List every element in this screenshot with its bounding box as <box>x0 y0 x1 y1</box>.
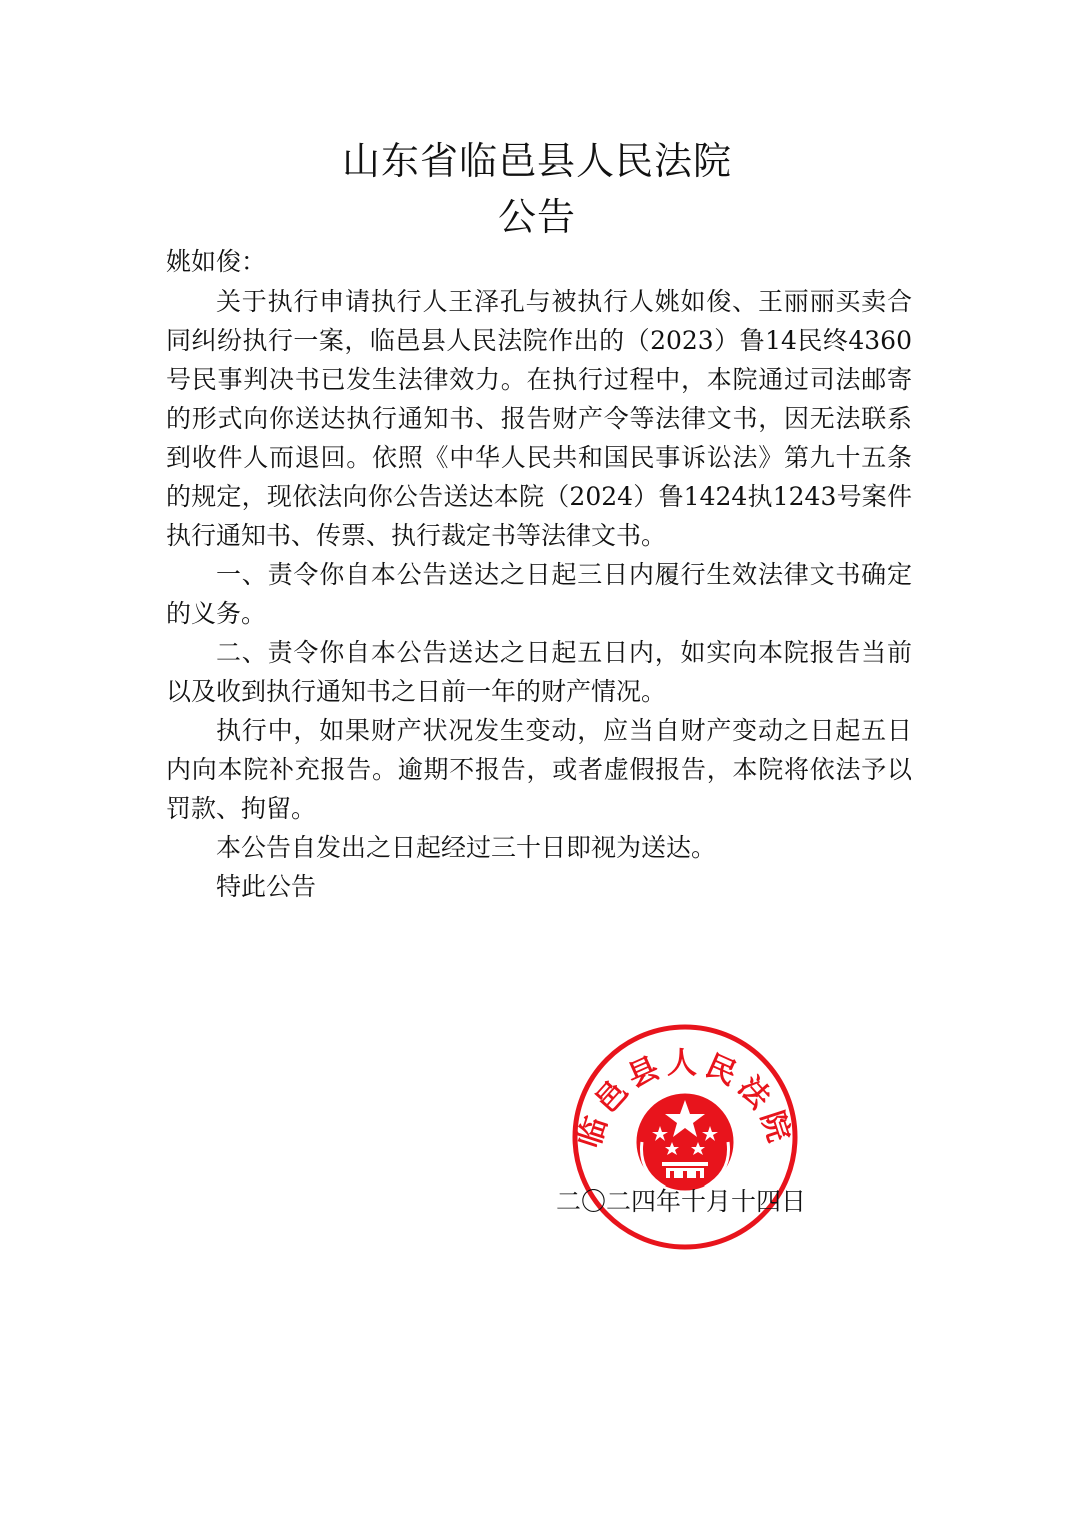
issue-date: 二〇二四年十月十四日 <box>556 1187 807 1216</box>
seal-text: 临邑县人民法院 <box>571 1045 799 1153</box>
announcement-body <box>166 282 912 906</box>
paragraph-property-change: 执行中，如果财产状况发生变动，应当自财产变动之日起五日内向本院补充报告。逾期不报告，或者虚假报告，本院将依法予以罚款、拘留。 <box>166 716 912 823</box>
national-emblem-icon <box>635 1092 735 1192</box>
addressee: 姚如俊： <box>166 247 267 276</box>
paragraph-case-background: 关于执行申请执行人王泽孔与被执行人姚如俊、王丽丽买卖合同纠纷执行一案，临邑县人民法院作出的（2023）鲁14民终4360号民事判决书已发生法律效力。在执行过程中，本院通过司法邮寄的形式向你送达执行通知书、报告财产令等法律文书，因无法联系到收件人而退回。依照《中华人民共和国民事诉讼法》第九十五条的规定，现依法向你公告送达本院（2024）鲁1424执1243号案件执行通知书、传票、执行裁定书等法律文书。 <box>166 287 912 550</box>
court-name-heading: 山东省临邑县人民法院 <box>341 139 732 183</box>
paragraph-closing: 特此公告 <box>216 872 317 901</box>
paragraph-order-two: 二、责令你自本公告送达之日起五日内，如实向本院报告当前以及收到执行通知书之日前一年的财产情况。 <box>166 638 912 706</box>
document-type-heading: 公告 <box>497 195 576 239</box>
paragraph-service-effect: 本公告自发出之日起经过三十日即视为送达。 <box>216 833 717 862</box>
paragraph-order-one: 一、责令你自本公告送达之日起三日内履行生效法律文书确定的义务。 <box>166 560 912 628</box>
